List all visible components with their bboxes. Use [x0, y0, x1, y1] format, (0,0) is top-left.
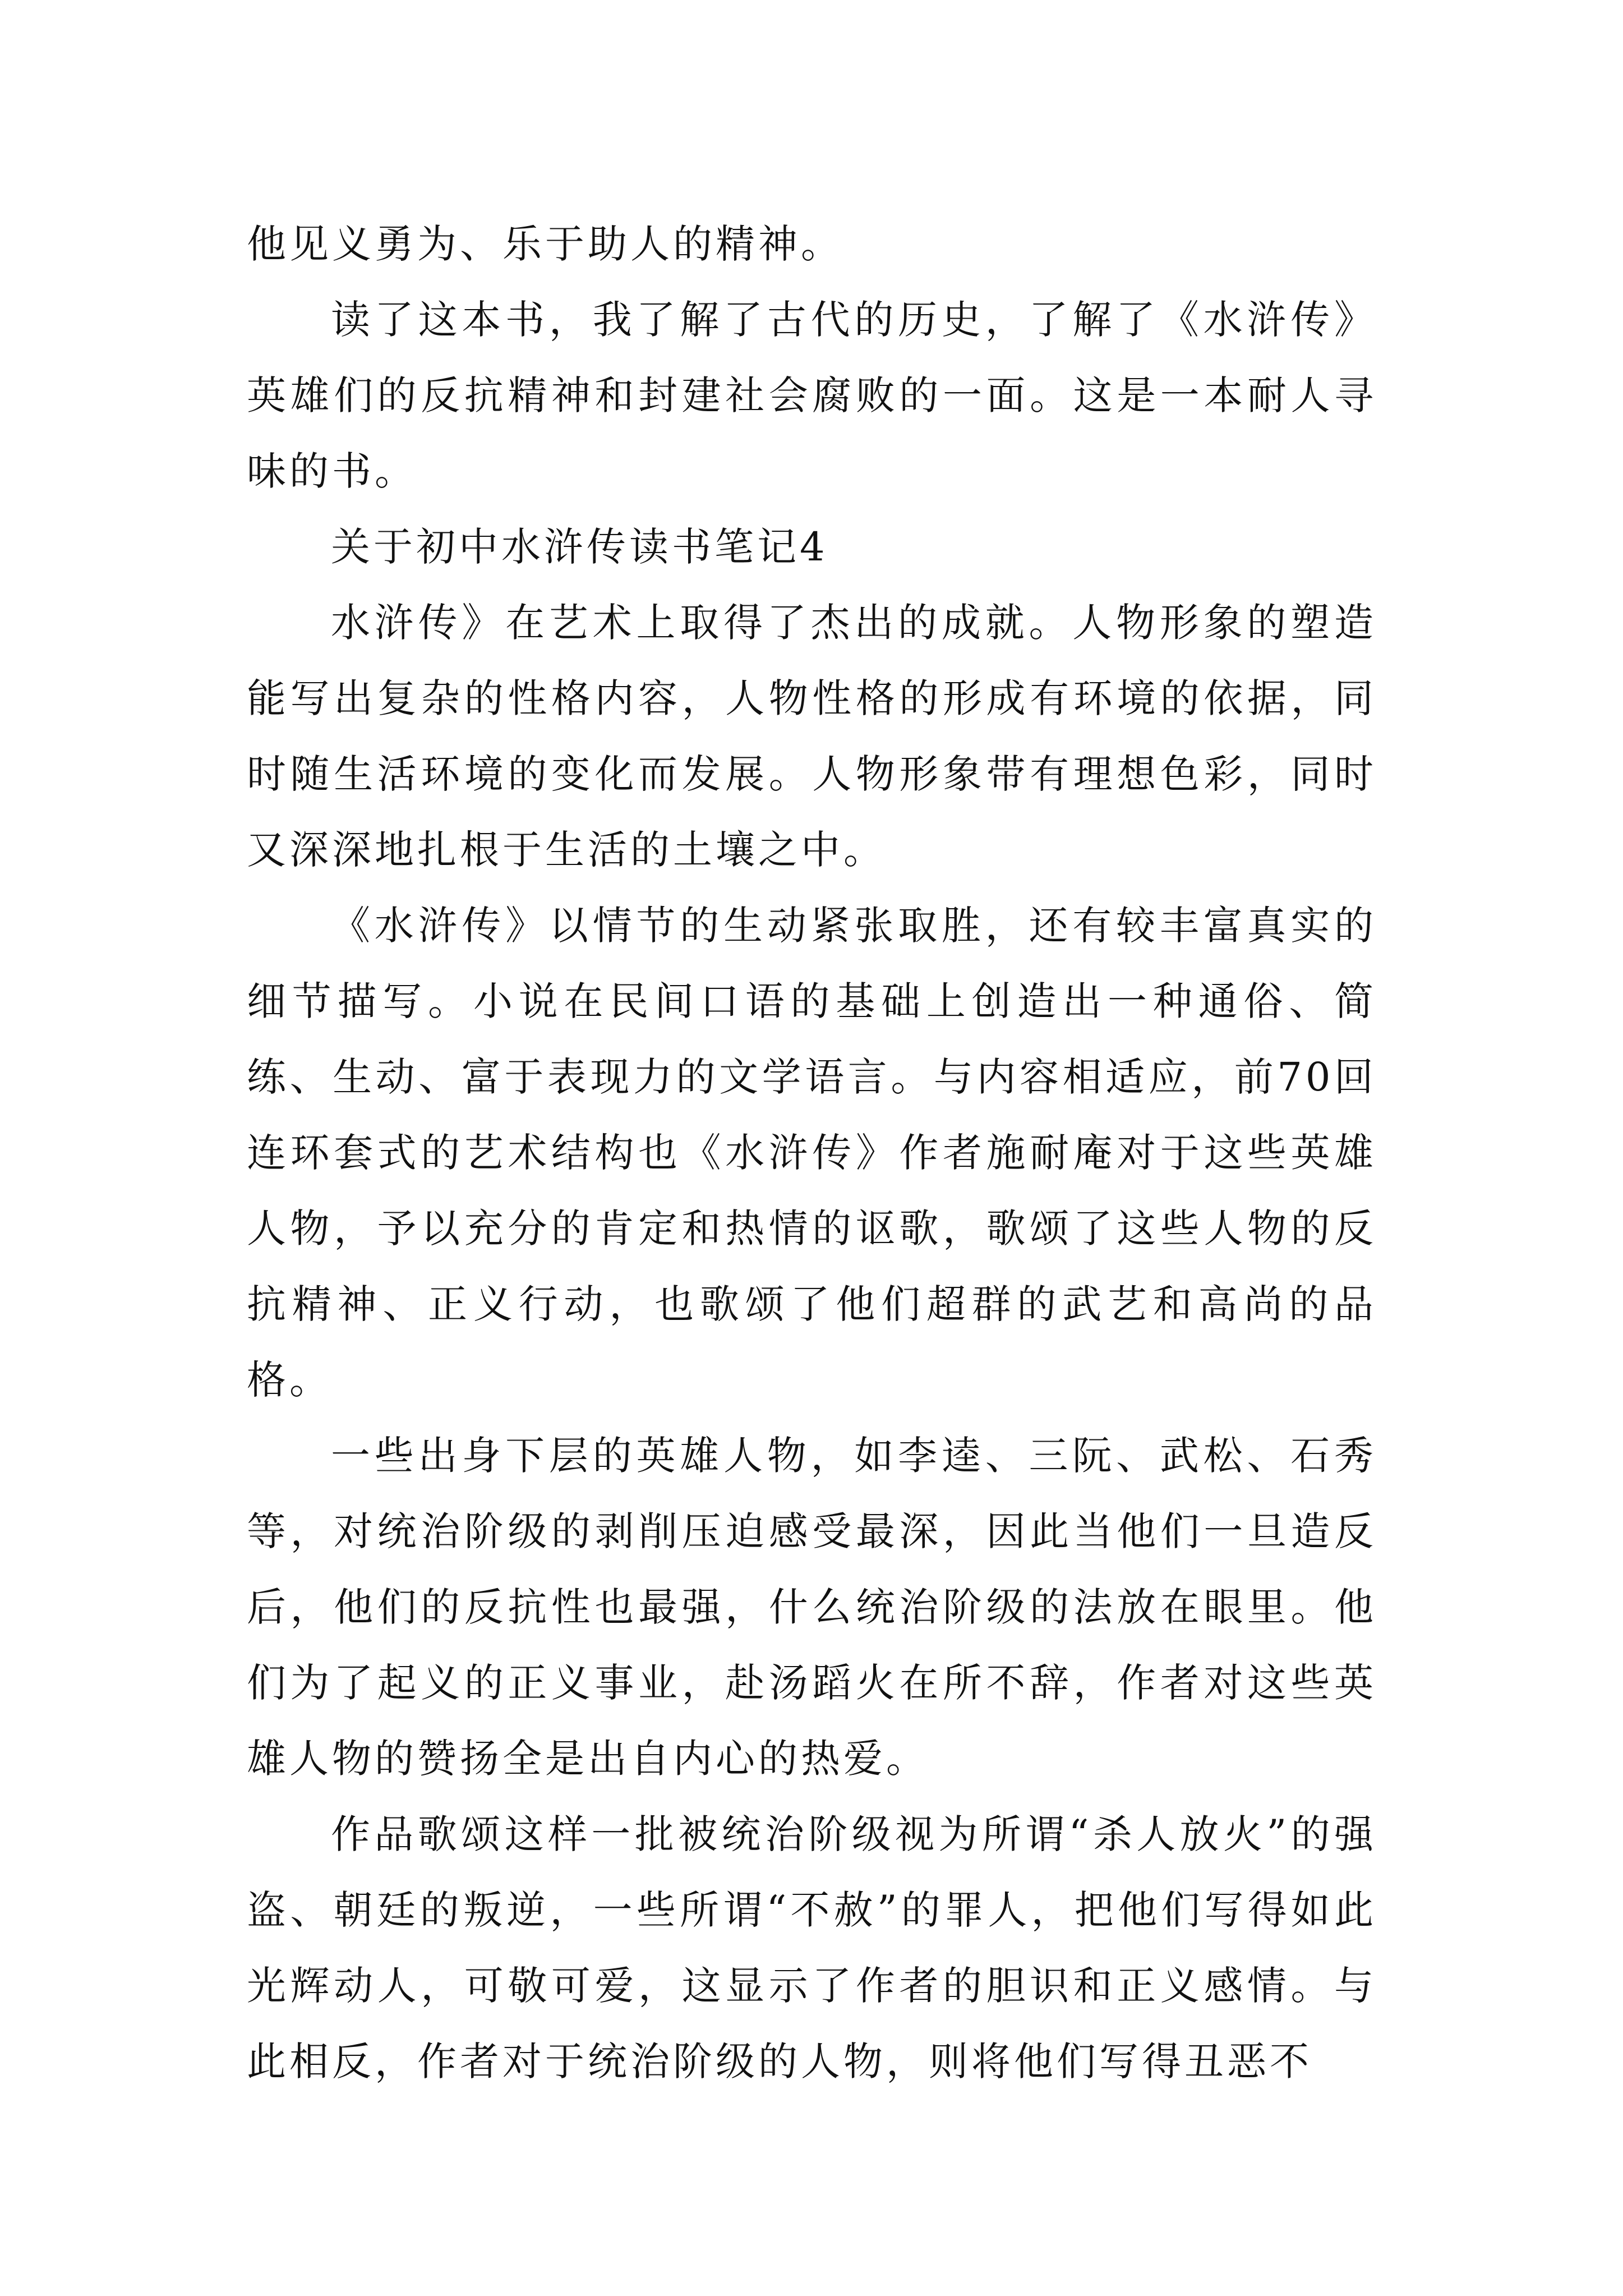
section-heading: 关于初中水浒传读书笔记4	[331, 524, 828, 570]
paragraph: 他见义勇为、乐于助人的精神。	[247, 221, 843, 267]
paragraph: 水浒传》在艺术上取得了杰出的成就。人物形象的塑造能写出复杂的性格内容，人物性格的形成有环境的依据，同时随生活环境的变化而发展。人物形象带有理想色彩，同时又深深地扎根于生活的土壤之中。	[247, 600, 1377, 873]
paragraph: 作品歌颂这样一批被统治阶级视为所谓“杀人放火”的强盗、朝廷的叛逆，一些所谓“不赦”的罪人，把他们写得如此光辉动人，可敬可爱，这显示了作者的胆识和正义感情。与此相反，作者对于统治阶级的人物，则将他们写得丑恶不	[247, 1811, 1377, 2085]
paragraph: 一些出身下层的英雄人物，如李逵、三阮、武松、石秀等，对统治阶级的剥削压迫感受最深，因此当他们一旦造反后，他们的反抗性也最强，什么统治阶级的法放在眼里。他们为了起义的正义事业，赴汤蹈火在所不辞，作者对这些英雄人物的赞扬全是出自内心的热爱。	[247, 1433, 1377, 1782]
paragraph: 读了这本书，我了解了古代的历史，了解了《水浒传》英雄们的反抗精神和封建社会腐败的一面。这是一本耐人寻味的书。	[247, 297, 1377, 494]
paragraph: 《水浒传》以情节的生动紧张取胜，还有较丰富真实的细节描写。小说在民间口语的基础上创造出一种通俗、简练、生动、富于表现力的文学语言。与内容相适应，前70回连环套式的艺术结构也《水浒传》作者施耐庵对于这些英雄人物，予以充分的肯定和热情的讴歌，歌颂了这些人物的反抗精神、正义行动，也歌颂了他们超群的武艺和高尚的品格。	[247, 903, 1377, 1403]
document-body	[247, 206, 1377, 2100]
